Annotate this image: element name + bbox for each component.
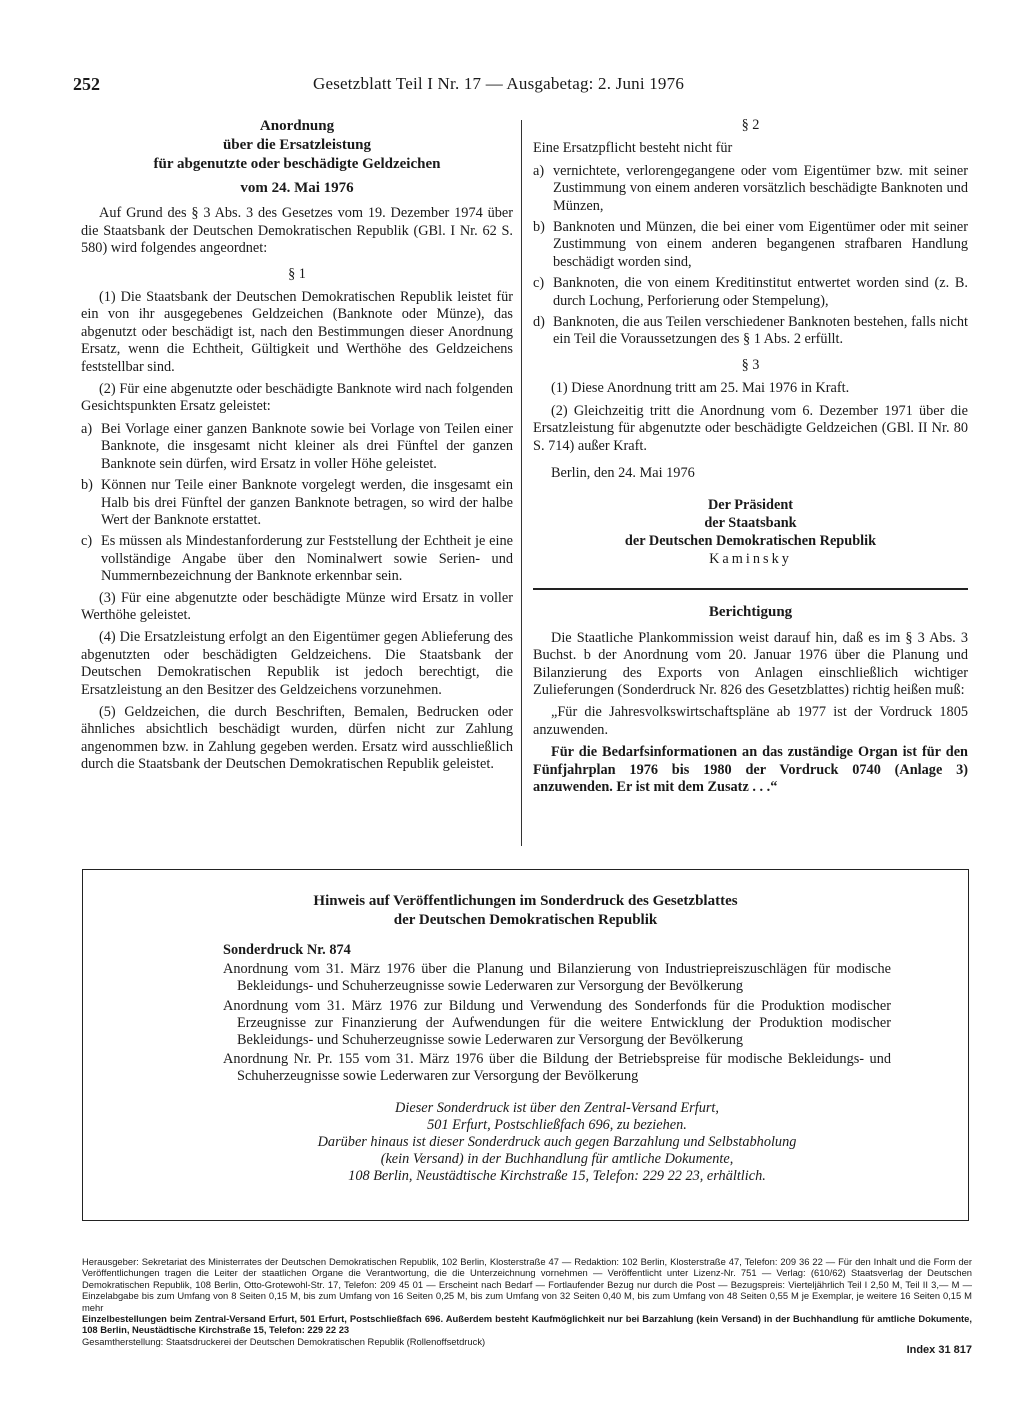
list-item-text: Bei Vorlage einer ganzen Banknote sowie bei Vorlage von Teilen einer Banknote, die insgesamt nicht kleiner als drei Fünftel der ganzen Banknote sein dürfen, wird Ersatz in voller Höhe geleistet. — [101, 420, 513, 472]
special-print-notice-box — [82, 869, 969, 1221]
preamble: Auf Grund des § 3 Abs. 3 des Gesetzes vom 19. Dezember 1974 über die Staatsbank der Deutschen Demokratischen Republik (GBl. I Nr. 62 S. 580) wird folgendes angeordnet: — [81, 205, 513, 257]
list-item-letter: b) — [533, 219, 545, 236]
paragraph-1-3: (3) Für eine abgenutzte oder beschädigte Münze wird Ersatz in voller Werthöhe geleistet. — [81, 589, 513, 623]
list-item-letter: b) — [81, 477, 93, 494]
list-item — [533, 163, 968, 215]
list-item-text: Banknoten, die aus Teilen verschiedener Banknoten bestehen, falls nicht ein Teil die Voraussetzungen des § 1 Abs. 2 erfüllt. — [553, 314, 968, 348]
notice-entry: Anordnung Nr. Pr. 155 vom 31. März 1976 über die Bildung der Betriebspreise für modische Bekleidungs- und Schuherzeugnisse sowie Lederwaren zur Versorgung der Bevölkerung — [223, 1051, 891, 1085]
list-item-letter: c) — [533, 275, 545, 292]
ordering-line: Darüber hinaus ist dieser Sonderdruck auch gegen Barzahlung und Selbstabholung — [317, 1134, 797, 1151]
signatory-name: Kaminsky — [709, 551, 792, 568]
ordinance-title-line: Anordnung — [259, 118, 335, 134]
list-item — [81, 533, 513, 585]
list-item-text: Können nur Teile einer Banknote vorgelegt werden, die insgesamt ein Halb bis drei Fünftel der ganzen Banknote betragen, so wird der halbe Wert der Banknote erstattet. — [101, 477, 513, 528]
left-column — [81, 117, 513, 779]
ordinance-title-line: über die Ersatzleistung — [222, 137, 372, 153]
notice-title-line: Hinweis auf Veröffentlichungen im Sonderdruck des Gesetzblattes — [313, 893, 738, 909]
list-item-letter: a) — [81, 420, 93, 437]
notice-ordering-info — [223, 1100, 891, 1186]
notice-title-line: der Deutschen Demokratischen Republik — [393, 912, 658, 928]
imprint-publisher: Herausgeber: Sekretariat des Ministerrates der Deutschen Demokratischen Republik, 102 Berlin, Klosterstraße 47 — Redaktion: 102 Berlin, Klosterstraße 47, Telefon: 209 36 22 — Für den Inhalt und die Form der Veröffentlichungen tragen die Leiter der staatlichen Organe die Verantwortung, die die Unterzeichnung vornehmen — Veröffentlicht unter Lizenz-Nr. 751 — Verlag: (610/62) Staatsverlag der Deutschen Demokratischen Republik, 108 Berlin, Otto-Grotewohl-Str. 17, Telefon: 209 45 01 — Erscheint nach Bedarf — Fortlaufender Bezug nur durch die Post — Bezugspreis: Vierteljährlich Teil I 2,50 M, Teil II 3,— M — Einzelabgabe bis zum Umfang von 8 Seiten 0,15 M, bis zum Umfang von 16 Seiten 0,25 M, bis zum Umfang von 32 Seiten 0,40 M, bis zum Umfang von 48 Seiten 0,55 M je Exemplar, je weitere 16 Seiten 0,15 M mehr — [82, 1256, 972, 1313]
list-item — [533, 275, 968, 310]
imprint-printer: Gesamtherstellung: Staatsdruckerei der Deutschen Demokratischen Republik (Rollenoffsetdruck) — [82, 1335, 486, 1347]
paragraph-3-1: (1) Diese Anordnung tritt am 25. Mai 1976 in Kraft. — [551, 380, 850, 397]
page-header — [73, 74, 953, 98]
list-item — [81, 421, 513, 473]
list-item-text: Banknoten und Münzen, die bei einer vom Eigentümer oder mit seiner Zustimmung von einem anderen begangenen strafbaren Handlung beschädigt worden sind, — [553, 219, 968, 270]
list-item-letter: c) — [81, 533, 93, 550]
page-number: 252 — [73, 74, 100, 94]
signature-line: der Deutschen Demokratischen Republik — [624, 533, 877, 550]
list-item-text: Banknoten, die von einem Kreditinstitut entwertet worden sind (z. B. durch Lochung, Perforierung oder Stempelung), — [553, 275, 968, 309]
ordinance-title-line: für abgenutzte oder beschädigte Geldzeichen — [153, 156, 441, 172]
paragraph-1-4: (4) Die Ersatzleistung erfolgt an den Eigentümer gegen Ablieferung des abgenutzten oder beschädigten Geldzeichens. Die Staatsbank der Deutschen Demokratischen Republik ist jedoch berechtigt, die Ersatzleistung an den Besitzer des Geldzeichens vorzunehmen. — [81, 629, 513, 698]
paragraph-1-2: (2) Für eine abgenutzte oder beschädigte Banknote wird nach folgenden Gesichtspunkten Ersatz geleistet: — [81, 381, 513, 415]
list-item-text: vernichtete, verlorengegangene oder vom Eigentümer bzw. mit seiner Zustimmung von einem anderen vorsätzlich beschädigte Banknoten und Münzen, — [553, 162, 968, 214]
correction-quote: „Für die Jahresvolkswirtschaftspläne ab 1977 ist der Vordruck 1805 anzuwenden. — [533, 704, 968, 738]
ordering-line: 501 Erfurt, Postschließfach 696, zu beziehen. — [427, 1116, 687, 1133]
right-column — [533, 117, 968, 801]
index-number: Index 31 817 — [906, 1344, 972, 1356]
notice-entry: Anordnung vom 31. März 1976 über die Planung und Bilanzierung von Industriepreiszuschlägen für modische Bekleidungs- und Schuherzeugnisse sowie Lederwaren zur Versorgung der Bevölkerung — [223, 961, 891, 995]
section-heading-1: § 1 — [288, 265, 306, 282]
ordering-line: 108 Berlin, Neustädtische Kirchstraße 15, Telefon: 229 22 23, erhältlich. — [348, 1168, 766, 1185]
correction-text: Die Staatliche Plankommission weist darauf hin, daß es im § 3 Abs. 3 Buchst. b der Anordnung vom 20. Januar 1976 über die Planung und Bilanzierung des Exports von Anlagen einschließlich wichtiger Zulieferungen (Sonderdruck Nr. 826 des Gesetzblattes) richtig heißen muß: — [533, 629, 968, 698]
notice-subtitle: Sonderdruck Nr. 874 — [223, 942, 351, 958]
imprint-footer — [82, 1256, 972, 1356]
list-item-letter: a) — [533, 162, 545, 179]
correction-bold: Für die Bedarfsinformationen an das zuständige Organ ist für den Fünfjahrplan 1976 bis 1980 der Vordruck 0740 (Anlage 3) anzuwenden. Er ist mit dem Zusatz . . .“ — [533, 744, 968, 795]
ordinance-date: vom 24. Mai 1976 — [240, 180, 354, 196]
header-title: Gesetzblatt Teil I Nr. 17 — Ausgabetag: 2. Juni 1976 — [313, 74, 685, 93]
signature-block — [533, 496, 968, 568]
correction-title: Berichtigung — [708, 604, 793, 621]
ordinance-title — [81, 117, 513, 174]
ordering-line: Dieser Sonderdruck ist über den Zentral-Versand Erfurt, — [395, 1099, 719, 1116]
imprint-orders: Einzelbestellungen beim Zentral-Versand Erfurt, 501 Erfurt, Postschließfach 696. Außerdem besteht Kaufmöglichkeit nur bei Barzahlung (kein Versand) in der Buchhandlung für amtliche Dokumente, 108 Berlin, Neustädtische Kirchstraße 15, Telefon: 229 22 23 — [82, 1313, 972, 1336]
place-date: Berlin, den 24. Mai 1976 — [551, 464, 695, 481]
section-rule — [533, 588, 968, 590]
list-item — [533, 314, 968, 349]
list-item — [81, 477, 513, 529]
notice-entry: Anordnung vom 31. März 1976 zur Bildung und Verwendung des Sonderfonds für die Produktion modischer Erzeugnisse zur Finanzierung der Aufwendungen für die weitere Entwicklung der Produktion modischer Bekleidungs- und Schuherzeugnisse sowie Lederwaren zur Versorgung der Bevölkerung — [223, 997, 891, 1049]
paragraph-1-5: (5) Geldzeichen, die durch Beschriften, Bemalen, Bedrucken oder ähnliches absichtlich beschädigt wurden, dürfen nicht zur Zahlung angenommen bzw. in Zahlung gegeben werden. Ersatz wird ausschließlich durch die Staatsbank der Deutschen Demokratischen Republik geleistet. — [81, 703, 513, 773]
paragraph-3-2: (2) Gleichzeitig tritt die Anordnung vom 6. Dezember 1971 über die Ersatzleistung für abgenutzte oder beschädigte Geldzeichen (GBl. II Nr. 80 S. 714) außer Kraft. — [533, 402, 968, 454]
section-heading-2: § 2 — [741, 117, 760, 133]
list-item-letter: d) — [533, 314, 545, 331]
signature-line: der Staatsbank — [704, 515, 797, 532]
column-divider — [521, 120, 522, 846]
section-2-intro: Eine Ersatzpflicht besteht nicht für — [533, 140, 733, 157]
paragraph-1-1: (1) Die Staatsbank der Deutschen Demokratischen Republik leistet für ein von ihr ausgegebenes Geldzeichen (Banknote oder Münze), das abgenutzt oder beschädigt ist, nach den Bestimmungen dieser Anordnung Ersatz, wenn die Echtheit, Gültigkeit und Werthöhe des Geldzeichens feststellbar sind. — [81, 289, 513, 375]
ordering-line: (kein Versand) in der Buchhandlung für amtliche Dokumente, — [380, 1151, 734, 1168]
signature-line: Der Präsident — [707, 497, 794, 514]
list-item-text: Es müssen als Mindestanforderung zur Feststellung der Echtheit je eine vollständige Angabe über den Nominalwert sowie Serien- und Nummernbezeichnung der Banknote erkennbar sein. — [101, 533, 513, 585]
notice-title — [83, 892, 968, 930]
notice-body — [223, 942, 891, 1186]
list-item — [533, 219, 968, 271]
section-heading-3: § 3 — [741, 356, 760, 373]
